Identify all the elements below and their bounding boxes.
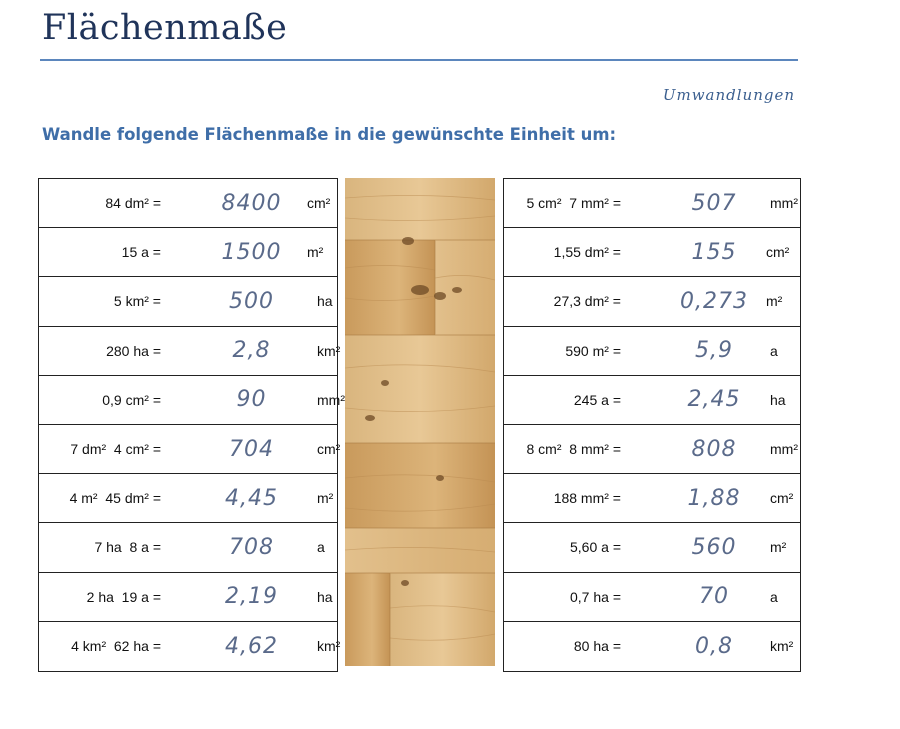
- handwritten-answer: 0,273: [680, 288, 748, 314]
- target-unit: ha: [317, 588, 333, 605]
- handwritten-answer: 708: [229, 534, 274, 560]
- title-divider: [40, 59, 798, 61]
- handwritten-answer: 1500: [221, 239, 282, 265]
- exercise-expression: 0,9 cm² =: [102, 391, 161, 408]
- exercise-row: [39, 277, 337, 326]
- target-unit: km²: [317, 342, 341, 359]
- target-unit: a: [317, 539, 325, 556]
- exercise-row: [39, 179, 337, 228]
- wood-texture-image: [345, 178, 495, 666]
- handwritten-answer: 2,8: [232, 338, 271, 364]
- exercise-row: [504, 425, 800, 474]
- exercise-expression: 188 mm² =: [553, 490, 621, 507]
- exercise-expression: 5,60 a =: [570, 539, 621, 556]
- target-unit: km²: [770, 638, 794, 655]
- exercise-row: [39, 523, 337, 572]
- target-unit: km²: [317, 638, 341, 655]
- exercise-row: [39, 622, 341, 671]
- exercise-expression: 5 km² =: [113, 293, 161, 310]
- target-unit: m²: [770, 539, 787, 556]
- exercise-expression: 80 ha =: [573, 638, 621, 655]
- exercise-row: [504, 622, 800, 671]
- target-unit: ha: [770, 391, 786, 408]
- exercise-expression: 590 m² =: [565, 342, 621, 359]
- exercise-row: [504, 376, 800, 425]
- exercise-row: [504, 277, 800, 326]
- exercise-expression: 7 dm² 4 cm² =: [70, 441, 161, 458]
- handwritten-answer: 0,8: [695, 633, 733, 659]
- page-title: Flächenmaße: [42, 8, 288, 48]
- exercise-expression: 8 cm² 8 mm² =: [526, 441, 621, 458]
- exercise-row: [504, 523, 800, 572]
- target-unit: a: [770, 342, 778, 359]
- exercise-expression: 5 cm² 7 mm² =: [526, 195, 621, 212]
- target-unit: m²: [317, 490, 334, 507]
- task-instruction: Wandle folgende Flächenmaße in die gewünschte Einheit um:: [42, 125, 617, 144]
- target-unit: cm²: [766, 244, 790, 261]
- handwritten-answer: 560: [691, 534, 737, 560]
- target-unit: mm²: [770, 195, 798, 212]
- exercise-row: [39, 474, 337, 523]
- handwritten-answer: 704: [229, 436, 274, 462]
- exercise-row: [504, 474, 800, 523]
- exercise-row: [39, 425, 341, 474]
- target-unit: ha: [317, 293, 333, 310]
- handwritten-answer: 2,19: [225, 584, 278, 610]
- exercise-expression: 27,3 dm² =: [553, 293, 621, 310]
- exercise-expression: 0,7 ha =: [570, 588, 621, 605]
- exercise-expression: 4 km² 62 ha =: [71, 638, 161, 655]
- handwritten-answer: 4,45: [225, 485, 278, 511]
- exercise-expression: 4 m² 45 dm² =: [69, 490, 161, 507]
- handwritten-answer: 2,45: [687, 387, 741, 413]
- target-unit: m²: [307, 244, 324, 261]
- exercise-expression: 7 ha 8 a =: [94, 539, 161, 556]
- handwritten-answer: 8400: [221, 190, 282, 216]
- exercise-expression: 84 dm² =: [105, 195, 161, 212]
- target-unit: cm²: [307, 195, 331, 212]
- exercise-expression: 1,55 dm² =: [553, 244, 621, 261]
- handwritten-answer: 808: [691, 436, 737, 462]
- left-exercise-table: [38, 178, 345, 672]
- target-unit: mm²: [770, 441, 798, 458]
- handwritten-answer: 4,62: [225, 633, 278, 659]
- right-exercise-table: [503, 178, 801, 672]
- exercise-row: [504, 573, 800, 622]
- handwritten-answer: 90: [236, 387, 267, 413]
- handwritten-answer: 507: [691, 190, 737, 216]
- handwritten-answer: 155: [691, 239, 737, 265]
- handwritten-answer: 1,88: [687, 485, 741, 511]
- exercise-row: [504, 327, 800, 376]
- target-unit: m²: [766, 293, 783, 310]
- target-unit: cm²: [770, 490, 794, 507]
- target-unit: a: [770, 588, 778, 605]
- target-unit: mm²: [317, 391, 345, 408]
- handwritten-answer: 5,9: [695, 338, 733, 364]
- exercise-row: [504, 179, 800, 228]
- exercise-row: [39, 573, 337, 622]
- exercise-expression: 245 a =: [573, 391, 621, 408]
- exercise-row: [39, 327, 341, 376]
- exercise-expression: 280 ha =: [106, 342, 161, 359]
- exercise-expression: 2 ha 19 a =: [86, 588, 161, 605]
- exercise-row: [39, 228, 337, 277]
- handwritten-answer: 70: [699, 584, 729, 610]
- exercise-row: [39, 376, 345, 425]
- target-unit: cm²: [317, 441, 341, 458]
- section-subtitle: Umwandlungen: [662, 86, 795, 104]
- exercise-row: [504, 228, 800, 277]
- exercise-expression: 15 a =: [121, 244, 161, 261]
- handwritten-answer: 500: [229, 288, 274, 314]
